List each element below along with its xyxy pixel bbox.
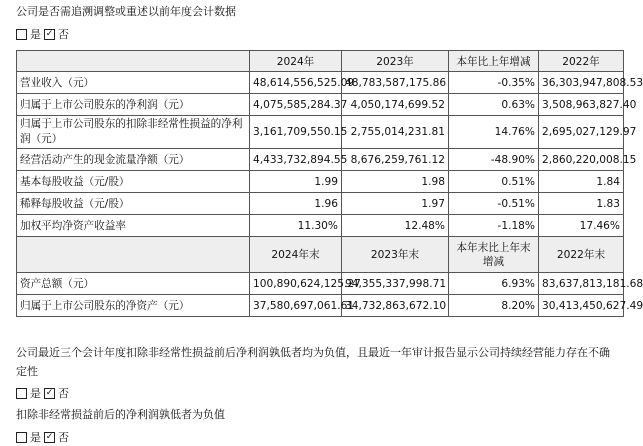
table-row <box>17 273 624 295</box>
value-cell: 11.30% <box>250 215 342 237</box>
value-cell: 1.84 <box>539 171 624 193</box>
checkbox-yes[interactable] <box>16 432 27 443</box>
restatement-options <box>16 26 69 42</box>
row-label: 加权平均净资产收益率 <box>17 215 250 237</box>
negative-profit-options <box>16 429 69 445</box>
header-cell: 2024年 <box>250 51 342 72</box>
table-header-row <box>17 51 624 72</box>
header-cell: 本年比上年增减 <box>449 51 539 72</box>
option-yes-label: 是 <box>30 387 41 400</box>
value-cell: 1.99 <box>250 171 342 193</box>
table-row <box>17 116 624 149</box>
checkbox-no[interactable]: ✓ <box>45 28 54 39</box>
header-cell: 2022年 <box>539 51 624 72</box>
checkbox-yes[interactable] <box>16 29 27 40</box>
value-cell: 4,075,585,284.37 <box>250 94 342 116</box>
value-cell: 2,755,014,231.81 <box>342 116 449 149</box>
checkbox-no[interactable]: ✓ <box>45 431 54 442</box>
value-cell: 1.98 <box>342 171 449 193</box>
row-label: 经营活动产生的现金流量净额（元） <box>17 149 250 171</box>
value-cell: 37,580,697,061.61 <box>250 295 342 317</box>
row-label: 稀释每股收益（元/股） <box>17 193 250 215</box>
value-cell: 4,050,174,699.52 <box>342 94 449 116</box>
table-row <box>17 215 624 237</box>
row-label: 归属于上市公司股东的净利润（元） <box>17 94 250 116</box>
going-concern-options <box>16 385 69 401</box>
value-cell: 2,695,027,129.97 <box>539 116 624 149</box>
value-cell: 2,860,220,008.15 <box>539 149 624 171</box>
table-row <box>17 171 624 193</box>
value-cell: -1.18% <box>449 215 539 237</box>
table-row <box>17 72 624 94</box>
value-cell: 100,890,624,125.27 <box>250 273 342 295</box>
value-cell: 8.20% <box>449 295 539 317</box>
value-cell: 83,637,813,181.68 <box>539 273 624 295</box>
going-concern-question: 公司最近三个会计年度扣除非经常性损益前后净利润孰低者均为负值，且最近一年审计报告显示公司持续经营能力存在不确 <box>16 346 610 359</box>
header-cell: 2022年末 <box>539 237 624 273</box>
value-cell: 8,676,259,761.12 <box>342 149 449 171</box>
header-cell: 2023年末 <box>342 237 449 273</box>
option-yes-label: 是 <box>30 28 41 41</box>
table-header-row-2 <box>17 237 624 273</box>
value-cell: 3,508,963,827.40 <box>539 94 624 116</box>
row-label: 基本每股收益（元/股） <box>17 171 250 193</box>
checkbox-no[interactable]: ✓ <box>45 387 54 398</box>
value-cell: 12.48% <box>342 215 449 237</box>
value-cell: 48,783,587,175.86 <box>342 72 449 94</box>
table-row <box>17 149 624 171</box>
row-label: 归属于上市公司股东的扣除非经常性损益的净利润（元） <box>17 116 250 149</box>
value-cell: 48,614,556,525.09 <box>250 72 342 94</box>
value-cell: -48.90% <box>449 149 539 171</box>
value-cell: 1.97 <box>342 193 449 215</box>
row-label: 营业收入（元） <box>17 72 250 94</box>
header-cell: 2023年 <box>342 51 449 72</box>
header-cell: 2024年末 <box>250 237 342 273</box>
value-cell: 14.76% <box>449 116 539 149</box>
value-cell: 0.63% <box>449 94 539 116</box>
value-cell: -0.51% <box>449 193 539 215</box>
option-no-label: 否 <box>58 387 69 400</box>
table-row <box>17 94 624 116</box>
negative-profit-question: 扣除非经常损益前后的净利润孰低者为负值 <box>16 408 225 421</box>
financial-data-table <box>16 50 643 317</box>
value-cell: 4,433,732,894.55 <box>250 149 342 171</box>
restatement-question: 公司是否需追溯调整或重述以前年度会计数据 <box>16 5 236 18</box>
value-cell: 0.51% <box>449 171 539 193</box>
header-cell <box>17 51 250 72</box>
value-cell: 3,161,709,550.15 <box>250 116 342 149</box>
value-cell: 36,303,947,808.53 <box>539 72 624 94</box>
value-cell: 17.46% <box>539 215 624 237</box>
value-cell: 1.83 <box>539 193 624 215</box>
value-cell: 94,355,337,998.71 <box>342 273 449 295</box>
value-cell: 1.96 <box>250 193 342 215</box>
row-label: 归属于上市公司股东的净资产（元） <box>17 295 250 317</box>
option-no-label: 否 <box>58 28 69 41</box>
value-cell: 30,413,450,627.49 <box>539 295 624 317</box>
going-concern-question-cont: 定性 <box>16 365 38 378</box>
value-cell: 6.93% <box>449 273 539 295</box>
table-row <box>17 193 624 215</box>
checkbox-yes[interactable] <box>16 388 27 399</box>
header-cell <box>17 237 250 273</box>
option-yes-label: 是 <box>30 431 41 444</box>
value-cell: -0.35% <box>449 72 539 94</box>
row-label: 资产总额（元） <box>17 273 250 295</box>
option-no-label: 否 <box>58 431 69 444</box>
header-cell: 本年末比上年末增减 <box>449 237 539 273</box>
value-cell: 34,732,863,672.10 <box>342 295 449 317</box>
table-row <box>17 295 624 317</box>
